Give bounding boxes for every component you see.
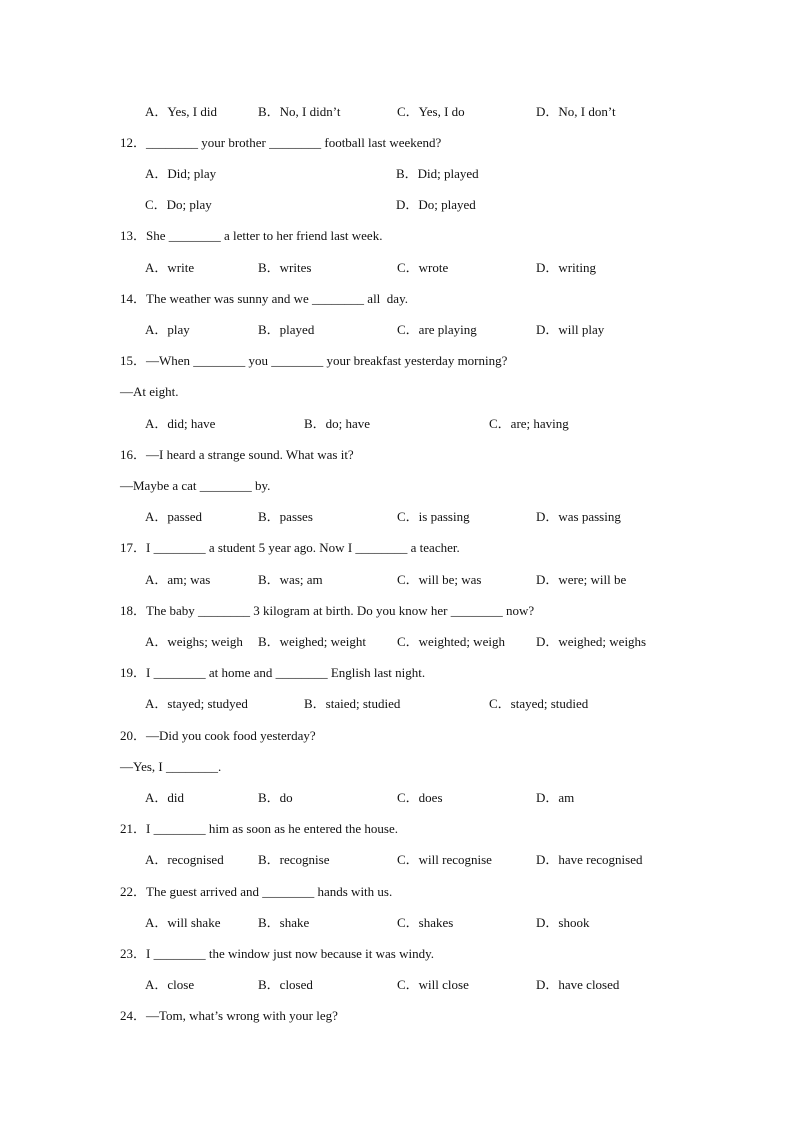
question-19-stem: 19．I ________ at home and ________ English last night. <box>120 665 426 680</box>
option-c: C．will be; was <box>397 572 482 587</box>
option-b: B．No, I didn’t <box>258 104 341 119</box>
option-b: B．closed <box>258 977 313 992</box>
question-21-stem: 21．I ________ him as soon as he entered the house. <box>120 821 399 836</box>
question-19-options <box>0 696 589 712</box>
question-23-stem: 23．I ________ the window just now because it was windy. <box>120 946 435 961</box>
question-21-options <box>0 852 643 868</box>
option-b: B．do; have <box>304 416 371 431</box>
question-16-stem: 16．—I heard a strange sound. What was it? <box>120 447 354 462</box>
question-18-options <box>0 634 647 650</box>
option-d: D．have recognised <box>536 852 643 867</box>
question-15-options <box>0 416 569 432</box>
question-22-stem: 22．The guest arrived and ________ hands with us. <box>120 884 393 899</box>
option-c: C．Yes, I do <box>397 104 465 119</box>
question-18-stem: 18．The baby ________ 3 kilogram at birth. Do you know her ________ now? <box>120 603 535 618</box>
question-13-stem: 13．She ________ a letter to her friend last week. <box>120 228 383 243</box>
option-a: A．stayed; studyed <box>145 696 248 711</box>
option-d: D．will play <box>536 322 605 337</box>
question-12-options-row-1 <box>0 166 479 182</box>
option-d: D．am <box>536 790 575 805</box>
question-22-options <box>0 915 590 931</box>
option-d: D．shook <box>536 915 590 930</box>
question-20-options <box>0 790 575 806</box>
question-14-options <box>0 322 605 338</box>
question-16-options <box>0 509 621 525</box>
question-17-options <box>0 572 627 588</box>
option-c: C．does <box>397 790 443 805</box>
question-13-options <box>0 260 596 276</box>
option-b: B．do <box>258 790 293 805</box>
question-17-stem: 17．I ________ a student 5 year ago. Now I ________ a teacher. <box>120 540 460 555</box>
option-d: D．No, I don’t <box>536 104 616 119</box>
option-b: B．was; am <box>258 572 323 587</box>
question-12-stem: 12．________ your brother ________ football last weekend? <box>120 135 442 150</box>
question-14-stem: 14．The weather was sunny and we ________ all day. <box>120 291 408 306</box>
option-a: A．weighs; weigh <box>145 634 243 649</box>
question-15-stem: 15．—When ________ you ________ your breakfast yesterday morning? <box>120 353 508 368</box>
option-d: D．writing <box>536 260 596 275</box>
option-c: C．shakes <box>397 915 454 930</box>
question-15-reply: —At eight. <box>120 384 179 399</box>
option-d: D．weighed; weighs <box>536 634 647 649</box>
option-b: B．writes <box>258 260 312 275</box>
option-d: D．Do; played <box>396 197 476 212</box>
question-16-reply: —Maybe a cat ________ by. <box>120 478 271 493</box>
question-11-options <box>0 104 616 120</box>
option-b: B．Did; played <box>396 166 479 181</box>
option-c: C．is passing <box>397 509 470 524</box>
option-c: C．are; having <box>489 416 569 431</box>
option-c: C．weighted; weigh <box>397 634 505 649</box>
question-24-stem: 24．—Tom, what’s wrong with your leg? <box>120 1008 338 1023</box>
option-d: D．have closed <box>536 977 620 992</box>
question-20-reply: —Yes, I ________. <box>120 759 222 774</box>
option-b: B．passes <box>258 509 313 524</box>
option-a: A．did; have <box>145 416 216 431</box>
option-c: C．wrote <box>397 260 449 275</box>
option-a: A．passed <box>145 509 203 524</box>
option-b: B．shake <box>258 915 310 930</box>
option-c: C．will recognise <box>397 852 492 867</box>
option-a: A．am; was <box>145 572 211 587</box>
option-c: C．will close <box>397 977 469 992</box>
option-d: D．were; will be <box>536 572 627 587</box>
option-c: C．are playing <box>397 322 477 337</box>
option-c: C．Do; play <box>145 197 212 212</box>
option-a: A．recognised <box>145 852 224 867</box>
option-a: A．play <box>145 322 190 337</box>
option-a: A．will shake <box>145 915 221 930</box>
option-b: B．played <box>258 322 315 337</box>
option-a: A．close <box>145 977 195 992</box>
option-a: A．write <box>145 260 195 275</box>
option-b: B．weighed; weight <box>258 634 366 649</box>
option-b: B．recognise <box>258 852 330 867</box>
question-23-options <box>0 977 620 993</box>
question-20-stem: 20．—Did you cook food yesterday? <box>120 728 316 743</box>
question-12-options-row-2 <box>0 197 476 213</box>
option-d: D．was passing <box>536 509 621 524</box>
option-a: A．Did; play <box>145 166 217 181</box>
option-a: A．did <box>145 790 185 805</box>
option-c: C．stayed; studied <box>489 696 589 711</box>
option-b: B．staied; studied <box>304 696 401 711</box>
option-a: A．Yes, I did <box>145 104 217 119</box>
